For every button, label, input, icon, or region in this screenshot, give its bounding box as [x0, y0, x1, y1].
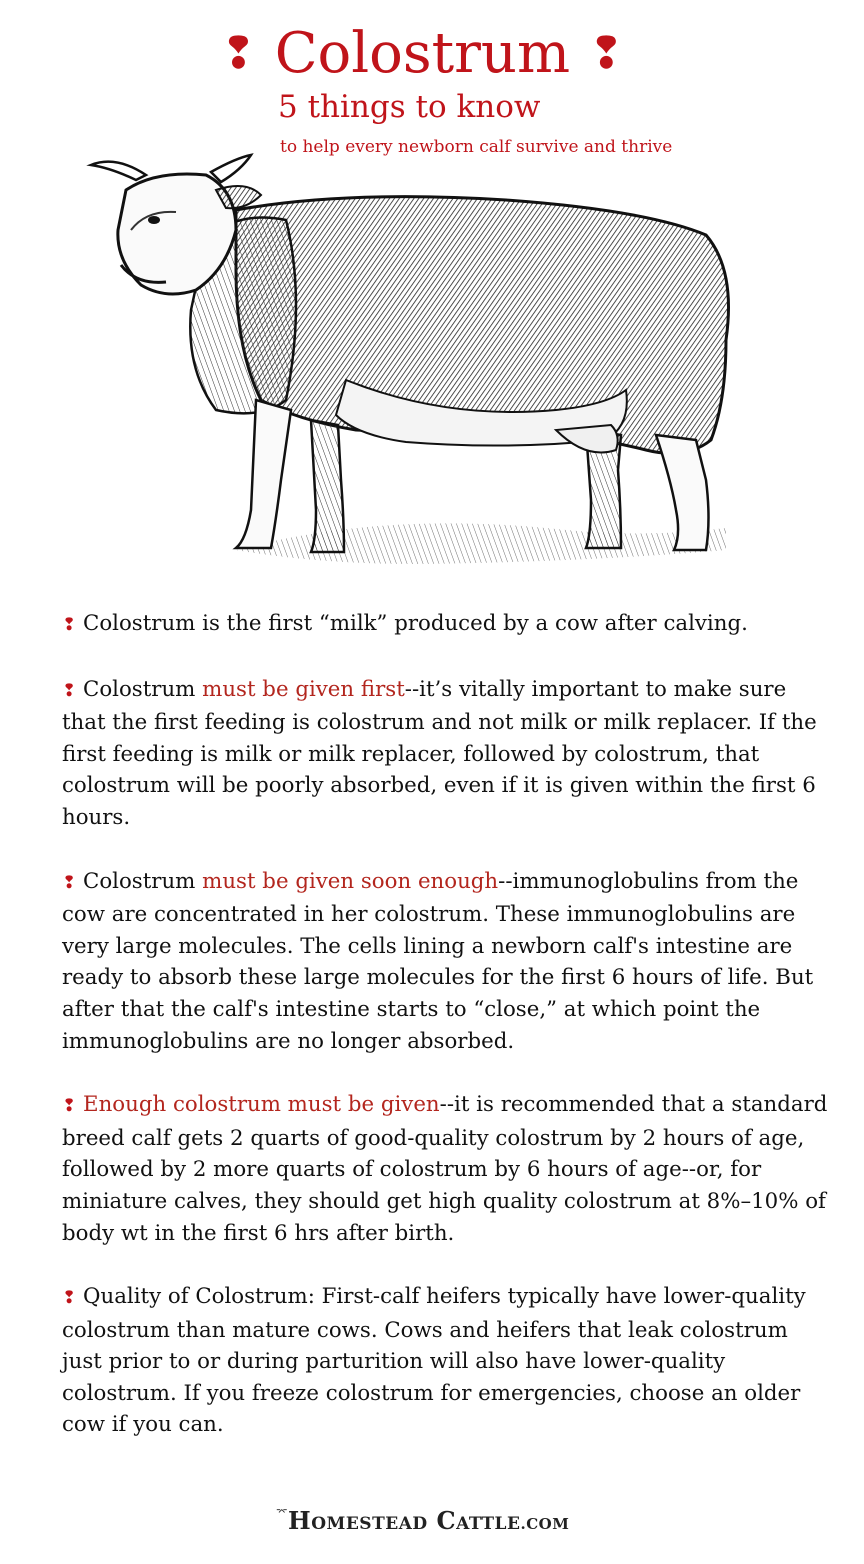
logo-letter: C: [436, 1506, 457, 1535]
bullet-icon: ❢: [62, 1288, 77, 1309]
title-text: Colostrum: [274, 21, 571, 86]
point-text: Colostrum: [83, 868, 203, 894]
list-item: [62, 674, 832, 834]
point-text: --it is recommended that a standard breed calf gets 2 quarts of good-quality colostrum by 2 hours of age, followed by 2 more quarts of colostrum by 6 hours of age--or, for miniature calves, they should get high quality colostrum at 8%–10% of body wt in the first 6 hrs after birth.: [62, 1092, 828, 1246]
bullet-icon: ❢: [220, 28, 257, 79]
point-text: Colostrum is the first “milk” produced by a cow after calving.: [83, 611, 748, 636]
list-item: [62, 1281, 832, 1441]
point-text: --it’s vitally important to make sure that the first feeding is colostrum and not milk or milk replacer. If the first feeding is milk or milk replacer, followed by colostrum, that colostrum will be poorly absorbed, even if it is given within the first 6 hours.: [62, 676, 817, 830]
point-highlight: must be given first: [202, 676, 405, 702]
logo-word: OMESTEAD: [311, 1514, 428, 1534]
point-text: Colostrum: [83, 676, 203, 702]
list-item: [62, 1089, 832, 1249]
bullet-icon: ❢: [62, 680, 77, 701]
tagline: to help every newborn calf survive and thrive: [280, 137, 673, 157]
point-highlight: must be given soon enough: [202, 868, 499, 894]
bullet-icon: ❢: [62, 1096, 77, 1117]
content: [62, 608, 832, 1473]
point-text: --immunoglobulins from the cow are concentrated in her colostrum. These immunoglobulins are very large molecules. The cells lining a newborn calf's intestine are ready to absorb these large molecules for the first 6 hours of life. But after that the calf's intestine starts to “close,” at which point the immunoglobulins are no longer absorbed.: [62, 868, 814, 1054]
point-highlight: Enough colostrum must be given: [83, 1092, 440, 1118]
bullet-icon: ❢: [62, 872, 77, 893]
bullet-icon: ❢: [62, 615, 77, 635]
page-title: [220, 21, 625, 86]
bullet-icon: ❢: [587, 28, 625, 79]
point-text: Quality of Colostrum: First-calf heifers typically have lower-quality colostrum than mature cows. Cows and heifers that leak colostrum just prior to or during parturition will also have lower-quality colostrum. If you freeze colostrum for emergencies, choose an older cow if you can.: [62, 1284, 806, 1438]
site-logo: [276, 1506, 569, 1535]
cow-illustration: [86, 150, 736, 580]
logo-word: ATTLE: [456, 1514, 521, 1534]
logo-mark-icon: ⌤: [276, 1507, 289, 1518]
list-item: [62, 866, 832, 1058]
logo-letter: H: [288, 1506, 312, 1535]
logo-domain: .COM: [520, 1515, 570, 1533]
list-item: [62, 608, 832, 642]
subtitle: 5 things to know: [278, 89, 541, 125]
